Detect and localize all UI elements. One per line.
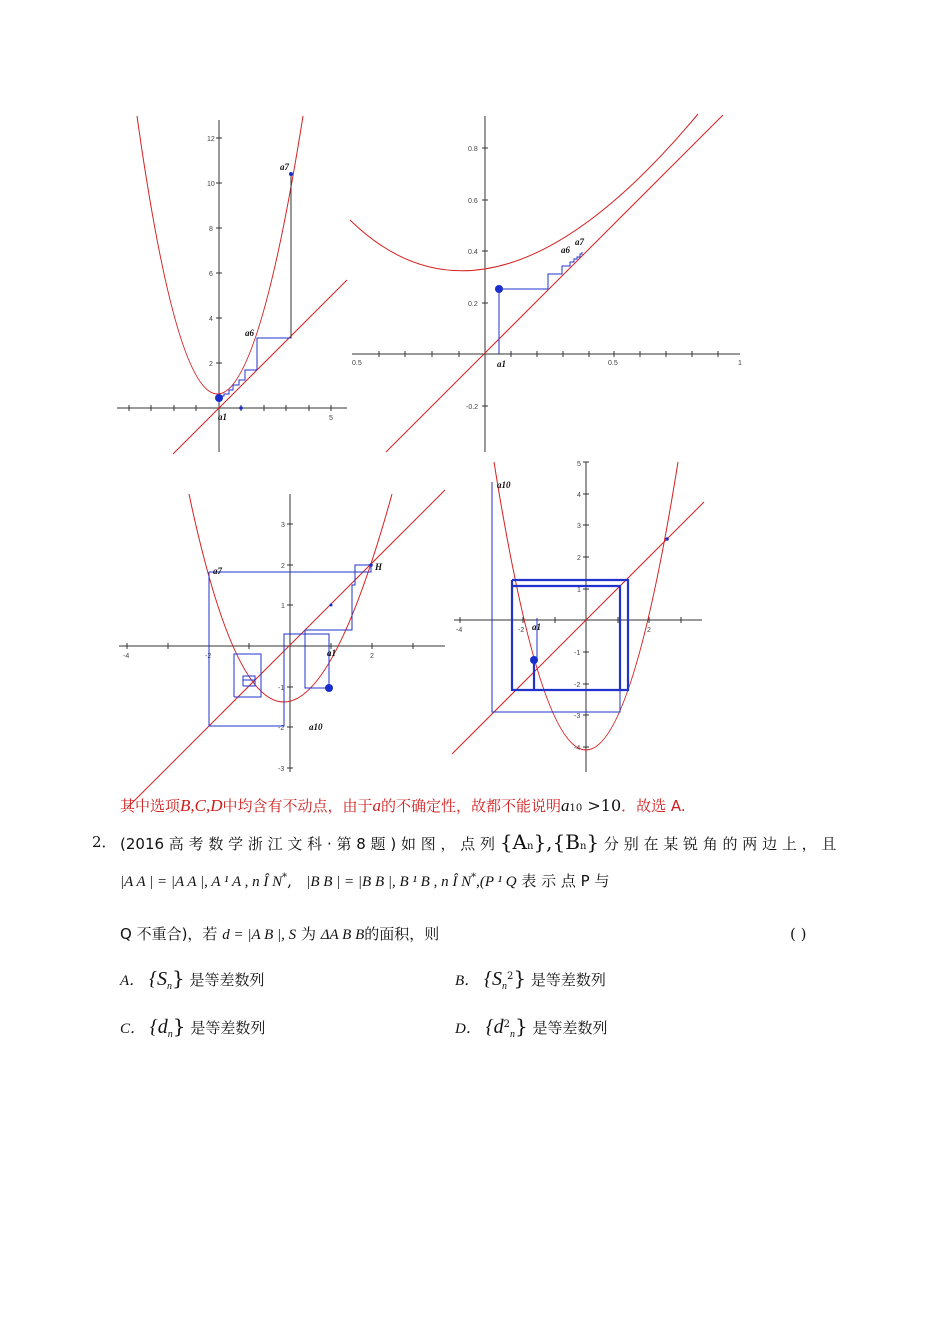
label-a6: a6 bbox=[561, 245, 570, 255]
conclusion-part-4: ．故选 A. bbox=[621, 797, 686, 815]
conclusion-ineq: >10 bbox=[582, 796, 622, 815]
y-tick-label: 0.4 bbox=[468, 249, 478, 256]
parabola-curve bbox=[137, 116, 303, 394]
x-tick-label: -2 bbox=[518, 627, 525, 634]
x-tick-label: 2 bbox=[647, 627, 651, 634]
y-tick-label: 10 bbox=[207, 181, 215, 188]
y-tick-label: -0.2 bbox=[466, 404, 479, 411]
figure-3-cobweb-plot bbox=[115, 490, 450, 780]
figure-4-cobweb-plot bbox=[450, 458, 710, 776]
start-point bbox=[495, 285, 503, 293]
y-tick-label: -1 bbox=[574, 650, 581, 657]
problem-dn: d bbox=[222, 927, 230, 943]
cobweb-path bbox=[499, 252, 582, 354]
problem-pq: ,(P ¹ Q bbox=[476, 874, 517, 890]
option-c-sub: n bbox=[167, 1029, 173, 1040]
y-tick-label: 0.6 bbox=[468, 198, 478, 205]
small-point bbox=[330, 604, 333, 607]
conclusion-part-2: 中均含有不动点，由于 bbox=[222, 797, 373, 815]
y-tick-label: 3 bbox=[577, 523, 581, 530]
y-tick-label: 12 bbox=[207, 136, 215, 143]
problem-line3a: Q 不重合)，若 bbox=[120, 925, 218, 943]
option-b-expr: {S bbox=[483, 968, 502, 990]
y-tick-label: 4 bbox=[209, 316, 213, 323]
option-d-tail: } bbox=[515, 1014, 528, 1038]
a7-point bbox=[289, 172, 293, 176]
option-a[interactable] bbox=[120, 966, 264, 992]
option-d-letter: D． bbox=[455, 1021, 481, 1037]
y-tick-label: 0.8 bbox=[468, 146, 478, 153]
fixed-point-h bbox=[369, 563, 373, 567]
problem-text-2: 表 示 点 P 与 bbox=[521, 872, 610, 890]
option-d-expr: {d bbox=[485, 1016, 504, 1038]
y-tick-label: 6 bbox=[209, 271, 213, 278]
option-a-expr: {S bbox=[148, 968, 167, 990]
option-c-letter: C． bbox=[120, 1021, 146, 1037]
conclusion-var-a: a bbox=[372, 796, 382, 815]
option-d[interactable] bbox=[455, 1014, 608, 1040]
cobweb-path bbox=[219, 174, 291, 398]
option-c-text: 是等差数列 bbox=[190, 1019, 266, 1037]
line-y-equals-x bbox=[127, 490, 445, 808]
problem-line-3 bbox=[120, 924, 865, 945]
option-d-text: 是等差数列 bbox=[532, 1019, 608, 1037]
conclusion-a10-sub: 10 bbox=[569, 803, 583, 814]
label-a7: a7 bbox=[575, 237, 584, 247]
label-a10: a10 bbox=[309, 722, 323, 732]
x-tick-label: 0.5 bbox=[608, 360, 618, 367]
label-a1: a1 bbox=[532, 622, 541, 632]
option-b[interactable] bbox=[455, 966, 606, 992]
problem-source: (2016 高 考 数 学 浙 江 文 科 · 第 8 题 ) 如 图 ， 点 列 bbox=[120, 835, 496, 853]
y-tick-label: 8 bbox=[209, 226, 213, 233]
y-tick-label: 5 bbox=[577, 461, 581, 468]
y-tick-label: -3 bbox=[278, 766, 285, 773]
x-tick-label: 1 bbox=[738, 360, 742, 367]
option-a-text: 是等差数列 bbox=[189, 971, 265, 989]
conclusion-part-3: 的不确定性，故都不能说明 bbox=[381, 797, 562, 815]
label-h: H bbox=[375, 562, 383, 572]
start-point bbox=[530, 656, 538, 664]
y-tick-label: 2 bbox=[209, 361, 213, 368]
y-tick-label: -2 bbox=[574, 682, 581, 689]
conclusion-options: B,C,D bbox=[180, 796, 223, 815]
option-d-sup: 2 bbox=[503, 1019, 510, 1030]
label-a6: a6 bbox=[245, 328, 254, 338]
x-tick-label: -2 bbox=[205, 653, 212, 660]
conclusion-line bbox=[120, 796, 686, 819]
option-b-sup: 2 bbox=[506, 971, 514, 982]
start-point bbox=[325, 684, 333, 692]
answer-parens: ( ) bbox=[790, 925, 807, 943]
problem-seq-mid: },{B bbox=[533, 830, 580, 854]
x-tick-label: 2 bbox=[370, 653, 374, 660]
problem-text-1: 分 别 在 某 锐 角 的 两 边 上 ， 且 bbox=[603, 835, 837, 853]
star-a: * bbox=[282, 872, 288, 883]
y-tick-label: 2 bbox=[577, 555, 581, 562]
conclusion-part-1: 其中选项 bbox=[120, 797, 181, 815]
problem-seq-n2: n bbox=[579, 841, 587, 852]
figure-2-cobweb-plot bbox=[348, 112, 743, 457]
x-tick-label: 0.5 bbox=[352, 360, 362, 367]
x-tick-label: -4 bbox=[456, 627, 463, 634]
label-a1: a1 bbox=[327, 648, 336, 658]
label-a10: a10 bbox=[497, 480, 511, 490]
problem-line-1 bbox=[120, 832, 865, 857]
option-b-text: 是等差数列 bbox=[530, 971, 606, 989]
label-a7: a7 bbox=[280, 162, 289, 172]
y-tick-label: -1 bbox=[278, 685, 285, 692]
option-d-sub: n bbox=[510, 1029, 515, 1040]
problem-wei: 为 bbox=[300, 925, 316, 943]
y-tick-label: -4 bbox=[574, 745, 581, 752]
label-a1: a1 bbox=[218, 412, 227, 422]
option-a-sub: n bbox=[166, 981, 172, 992]
y-tick-label: 0.2 bbox=[468, 301, 478, 308]
y-tick-label: 2 bbox=[281, 563, 285, 570]
option-c[interactable] bbox=[120, 1014, 265, 1040]
label-a1: a1 bbox=[497, 359, 506, 369]
y-tick-label: -3 bbox=[574, 713, 581, 720]
option-a-letter: A． bbox=[120, 973, 145, 989]
option-c-tail: } bbox=[172, 1014, 186, 1038]
option-b-tail: } bbox=[513, 966, 527, 990]
y-tick-label: 1 bbox=[577, 587, 581, 594]
problem-seq-n: n bbox=[526, 841, 534, 852]
problem-condition-a: |A A | = |A A |, A ¹ A , n Î N bbox=[120, 874, 283, 890]
line-y-equals-x bbox=[386, 115, 723, 452]
option-a-tail: } bbox=[171, 966, 185, 990]
label-a7: a7 bbox=[213, 566, 222, 576]
problem-text-3: 的面积，则 bbox=[364, 925, 440, 943]
x-tick-label: 5 bbox=[329, 415, 333, 422]
option-b-sub: n bbox=[501, 981, 507, 992]
fixed-point bbox=[665, 537, 669, 541]
problem-seq-open: {A bbox=[499, 830, 527, 854]
problem-number: 2． bbox=[92, 833, 117, 851]
y-tick-label: 4 bbox=[577, 492, 581, 499]
y-tick-label: 3 bbox=[281, 522, 285, 529]
x-tick-label: -4 bbox=[123, 653, 130, 660]
y-tick-label: 1 bbox=[281, 603, 285, 610]
star-b: * bbox=[471, 872, 477, 883]
problem-line-2: |A A | = |A A |, A ¹ A , n Î N*, |B B | = |B B |, B ¹ B , n Î N*,(P ¹ Q 表 示 点 P 与 bbox=[120, 872, 610, 890]
problem-eq3: = |A B |, S bbox=[229, 927, 297, 943]
line-y-equals-x bbox=[173, 280, 347, 454]
option-c-expr: {d bbox=[149, 1016, 168, 1038]
x-axis-point bbox=[239, 406, 243, 410]
cobweb-path-bold bbox=[512, 580, 628, 690]
problem-condition-b: |B B | = |B B |, B ¹ B , n Î N bbox=[306, 874, 472, 890]
start-point bbox=[215, 394, 223, 402]
option-b-letter: B． bbox=[455, 973, 480, 989]
problem-triangle: ΔA B B bbox=[320, 927, 365, 943]
conclusion-a10: a bbox=[561, 796, 570, 815]
figure-1-cobweb-plot bbox=[115, 112, 355, 457]
y-tick-label: -2 bbox=[278, 725, 285, 732]
problem-seq-end: } bbox=[586, 830, 600, 854]
